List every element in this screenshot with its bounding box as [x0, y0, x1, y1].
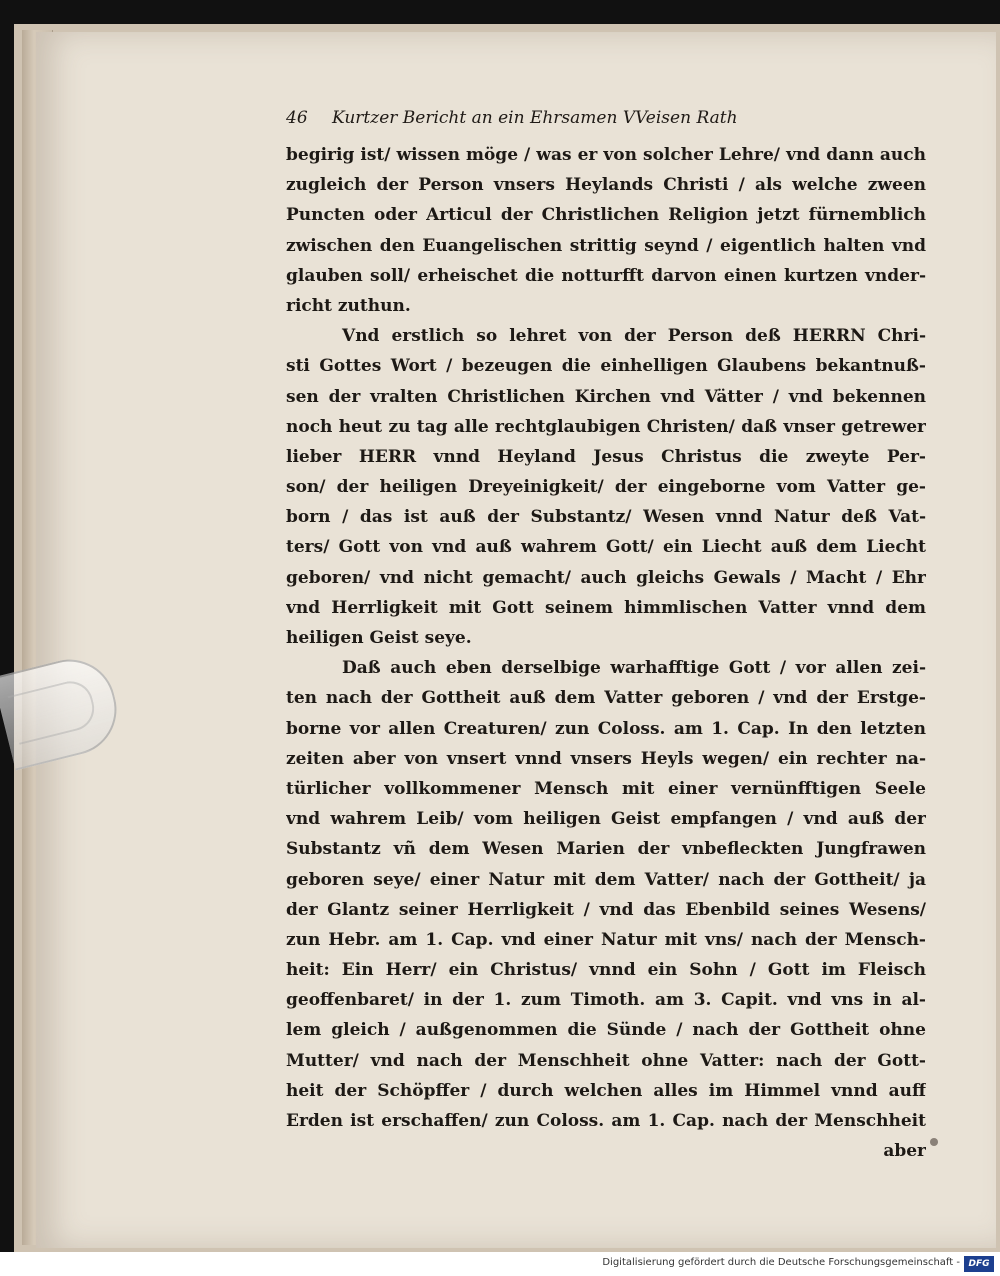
text-line: zugleich der Person vnsers Heylands Christi / als welche zween: [286, 175, 926, 196]
text-line: borne vor allen Creaturen/ zun Coloss. am 1. Cap. In den letzten: [286, 718, 926, 739]
catchword: aber: [883, 1141, 926, 1162]
plastic-clip-inner: [7, 677, 99, 745]
text-line: geoffenbaret/ in der 1. zum Timoth. am 3. Capit. vnd vns in al-: [286, 990, 926, 1011]
text-line: heit: Ein Herr/ ein Christus/ vnnd ein Sohn / Gott im Fleisch: [286, 960, 926, 981]
text-line: vnd Herrligkeit mit Gott seinem himmlischen Vatter vnnd dem: [286, 597, 926, 618]
text-line: richt zuthun.: [286, 295, 411, 316]
running-head-title: Kurtzer Bericht an ein Ehrsamen VVeisen Rath: [332, 108, 738, 128]
text-line: geboren/ vnd nicht gemacht/ auch gleichs Gewals / Macht / Ehr: [286, 567, 926, 588]
text-line: zwischen den Euangelischen strittig seynd / eigentlich halten vnd: [286, 235, 926, 256]
text-line: ten nach der Gottheit auß dem Vatter geboren / vnd der Erstge-: [286, 688, 926, 709]
text-line: heiligen Geist seye.: [286, 628, 472, 648]
ink-spot: [930, 1138, 938, 1146]
text-line: Erden ist erschaffen/ zun Coloss. am 1. Cap. nach der Menschheit: [286, 1111, 926, 1131]
text-line: glauben soll/ erheischet die notturfft darvon einen kurtzen vnder-: [286, 265, 926, 286]
text-line: zeiten aber von vnsert vnnd vnsers Heyls wegen/ ein rechter na-: [286, 748, 926, 769]
text-line: türlicher vollkommener Mensch mit einer vernünfftigen Seele: [286, 778, 926, 799]
text-line: vnd wahrem Leib/ vom heiligen Geist empfangen / vnd auß der: [286, 809, 926, 830]
footer-bar: [0, 1252, 1000, 1276]
dfg-logo-icon: DFG: [964, 1256, 994, 1272]
paragraph-start: Daß auch eben derselbige warhafftige Gott / vor allen zei-: [342, 658, 926, 679]
text-line: lieber HERR vnnd Heyland Jesus Christus die zweyte Per-: [286, 446, 926, 467]
text-line: born / das ist auß der Substantz/ Wesen vnnd Natur deß Vat-: [286, 507, 926, 528]
text-line: geboren seye/ einer Natur mit dem Vatter/ nach der Gottheit/ ja: [286, 869, 926, 890]
body-text: [286, 140, 926, 1166]
text-line: sen der vralten Christlichen Kirchen vnd Vätter / vnd bekennen: [286, 386, 926, 407]
paragraph-start: Vnd erstlich so lehret von der Person deß HERRN Chri-: [342, 326, 926, 347]
text-line: lem gleich / außgenommen die Sünde / nach der Gottheit ohne: [286, 1020, 926, 1041]
text-line: Substantz vñ dem Wesen Marien der vnbefleckten Jungfrawen: [286, 839, 926, 860]
text-line: noch heut zu tag alle rechtglaubigen Christen/ daß vnser getrewer: [286, 416, 926, 437]
text-line: heit der Schöpffer / durch welchen alles im Himmel vnnd auff: [286, 1080, 926, 1101]
text-line: son/ der heiligen Dreyeinigkeit/ der eingeborne vom Vatter ge-: [286, 477, 926, 498]
page-number: 46: [286, 108, 308, 128]
funding-credit: Digitalisierung gefördert durch die Deutsche Forschungsgemeinschaft -: [602, 1257, 960, 1268]
running-head: [286, 108, 886, 136]
text-line: Puncten oder Articul der Christlichen Religion jetzt fürnemblich: [286, 205, 926, 226]
text-line: Mutter/ vnd nach der Menschheit ohne Vatter: nach der Gott-: [286, 1050, 926, 1071]
text-line: sti Gottes Wort / bezeugen die einhelligen Glaubens bekantnuß-: [286, 356, 926, 377]
text-line: begirig ist/ wissen möge / was er von solcher Lehre/ vnd dann auch: [286, 145, 926, 165]
text-line: zun Hebr. am 1. Cap. vnd einer Natur mit vns/ nach der Mensch-: [286, 929, 926, 950]
text-line: der Glantz seiner Herrligkeit / vnd das Ebenbild seines Wesens/: [286, 899, 926, 920]
text-line: ters/ Gott von vnd auß wahrem Gott/ ein Liecht auß dem Liecht: [286, 537, 926, 558]
